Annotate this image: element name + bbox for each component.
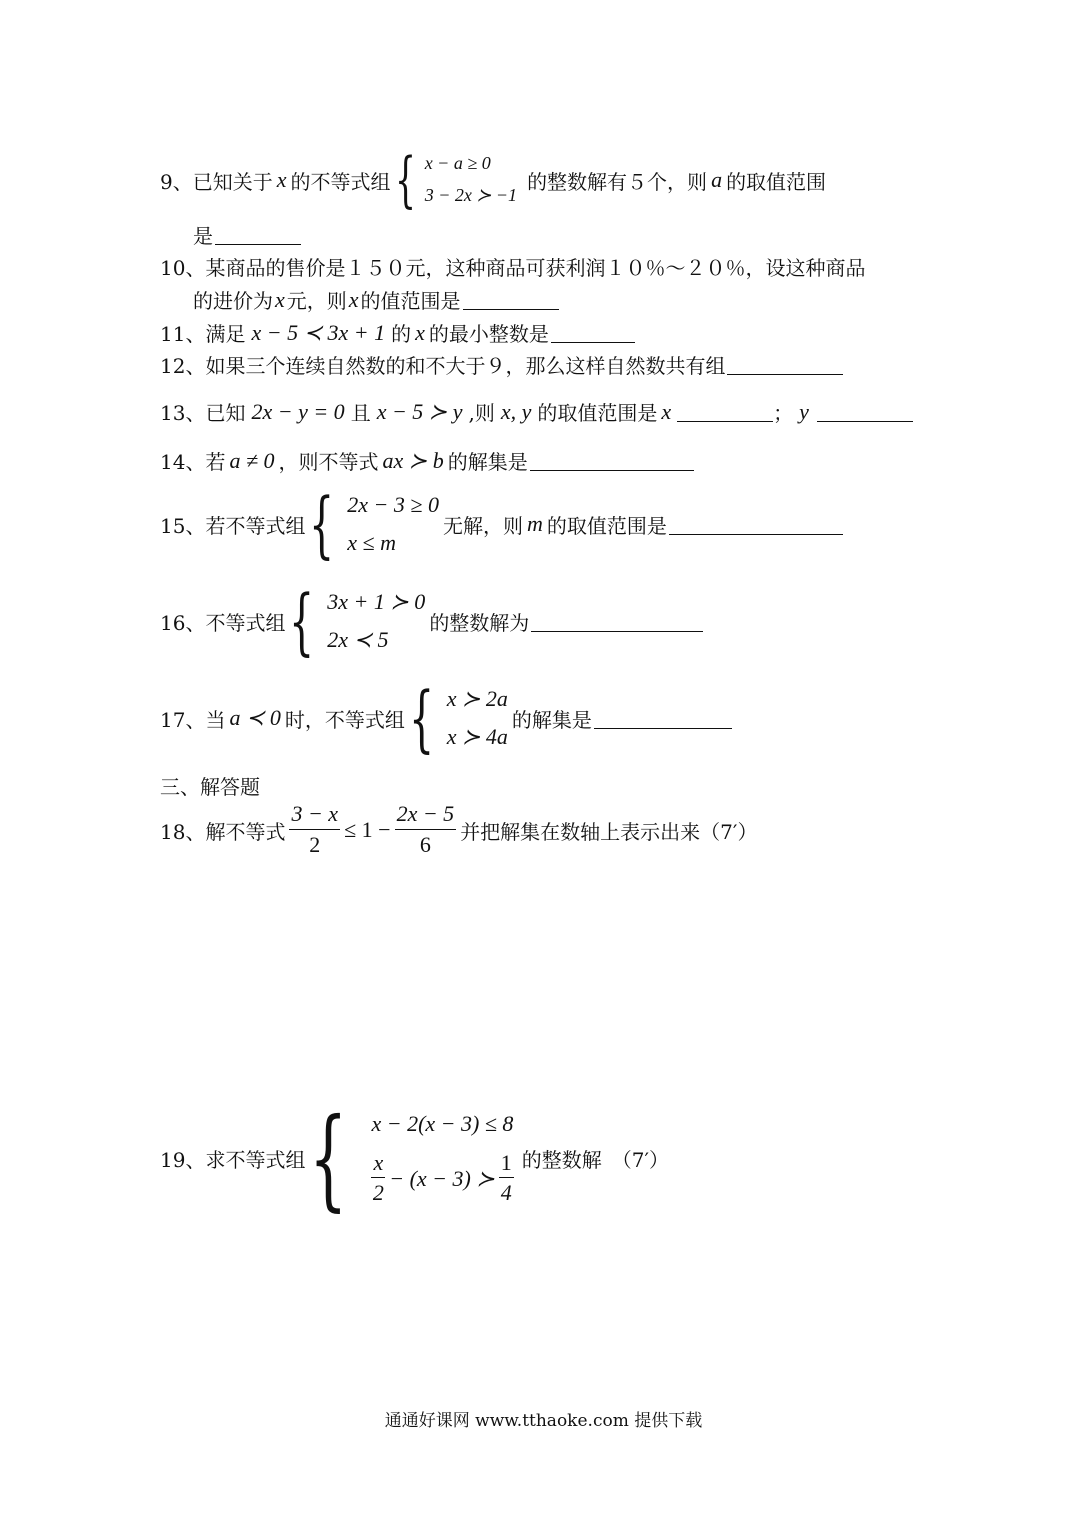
question-number: 14、: [160, 450, 206, 474]
denominator: 4: [500, 1180, 512, 1206]
math-expression: x − 5 ≻ y: [376, 398, 463, 424]
question-number: 9、: [160, 169, 193, 194]
inequality-system: [394, 145, 518, 215]
question-19: [160, 1094, 670, 1222]
math-expression: ≤ 1 −: [344, 817, 391, 843]
numerator: 2x − 5: [395, 800, 457, 830]
question-text: 满足: [205, 322, 246, 346]
math-expression: − (x − 3) ≻: [389, 1165, 495, 1191]
denominator: 2: [309, 831, 321, 857]
answer-blank[interactable]: [530, 450, 694, 471]
answer-blank-x[interactable]: [677, 401, 773, 422]
question-text: 某商品的售价是１５０元，这种商品可获利润１０％～２０％，设这种商品: [205, 256, 866, 280]
question-text: 不等式组: [205, 610, 286, 635]
question-16: [160, 579, 703, 663]
question-text: 并把解集在数轴上表示出来（7′）: [460, 819, 758, 844]
question-text: 的整数解有５个，则: [527, 169, 708, 194]
separator: ；: [773, 401, 794, 425]
left-brace: {: [408, 676, 435, 760]
question-text: 时，不等式组: [284, 707, 405, 732]
system-row: x ≻ 2a: [446, 686, 508, 711]
question-10-continued: [193, 285, 559, 314]
numerator: 3 − x: [289, 800, 340, 830]
math-expression: x − 5 ≺ 3x + 1: [251, 319, 386, 345]
question-12: [160, 350, 843, 379]
question-text: 的取值范围: [726, 169, 827, 194]
left-brace: {: [289, 579, 315, 663]
question-number: 19、: [160, 1147, 206, 1172]
system-row: 2x ≺ 5: [327, 626, 389, 652]
question-18: [160, 800, 757, 860]
question-9-continued: [193, 220, 301, 249]
denominator: 6: [419, 831, 431, 857]
question-text: ，则不等式: [278, 450, 379, 474]
question-text: 的整数解为: [429, 610, 530, 635]
fraction: [289, 800, 340, 860]
question-number: 12、: [160, 354, 206, 378]
math-variables: x, y: [500, 398, 532, 424]
question-number: 15、: [160, 513, 206, 538]
question-text: 的值范围是: [360, 289, 461, 313]
question-text: ,则: [468, 401, 495, 425]
system-row: x ≤ m: [347, 529, 396, 555]
math-variable: x: [276, 167, 287, 192]
section-heading: [160, 771, 260, 800]
question-text: 的最小整数是: [428, 322, 549, 346]
question-17: [160, 676, 732, 760]
math-expression: a ≠ 0: [229, 447, 275, 473]
question-text: 的取值范围是: [546, 513, 667, 538]
answer-blank[interactable]: [463, 289, 559, 310]
answer-blank-y[interactable]: [817, 401, 913, 422]
inequality-system: [309, 482, 439, 566]
question-text: 解不等式: [205, 819, 286, 844]
page-footer: 通通好课网 www.tthaoke.com 提供下载: [384, 1411, 703, 1431]
question-number: 16、: [160, 610, 206, 635]
question-text: 的取值范围是: [537, 401, 658, 425]
fraction: [499, 1149, 514, 1209]
inequality-system: [408, 676, 508, 760]
math-variable: m: [526, 511, 543, 536]
math-variable: x: [661, 398, 672, 424]
answer-blank[interactable]: [215, 224, 301, 245]
question-number: 17、: [160, 707, 206, 732]
math-variable: x: [348, 286, 359, 312]
question-text: 是: [193, 224, 213, 248]
system-row: x − 2(x − 3) ≤ 8: [371, 1110, 514, 1136]
denominator: 2: [372, 1180, 384, 1206]
question-text: 若不等式组: [205, 513, 306, 538]
inequality-system: [289, 579, 426, 663]
question-13: [160, 397, 913, 426]
question-text: 若: [205, 450, 226, 474]
system-row: x ≻ 4a: [446, 723, 508, 749]
question-text: 的不等式组: [290, 169, 391, 194]
question-text: 已知: [205, 401, 246, 425]
math-variable: a: [711, 167, 723, 192]
question-number: 10、: [160, 256, 206, 280]
question-9: [160, 145, 827, 215]
system-row: [371, 1149, 517, 1209]
system-row: x − a ≥ 0: [424, 153, 491, 173]
question-11: [160, 318, 635, 347]
fraction: [371, 1149, 385, 1209]
inequality-system: [309, 1094, 517, 1222]
left-brace: {: [309, 1094, 348, 1222]
question-text: 的解集是: [447, 450, 528, 474]
math-variable: y: [799, 398, 809, 424]
question-text: 且: [350, 401, 371, 425]
question-text: 已知关于: [192, 169, 273, 194]
question-number: 13、: [160, 401, 206, 425]
system-row: 2x − 3 ≥ 0: [347, 492, 439, 517]
system-row: 3 − 2x ≻ −1: [424, 185, 518, 206]
question-14: [160, 446, 694, 475]
answer-blank[interactable]: [594, 708, 732, 729]
question-text: 的整数解 （7′）: [521, 1147, 670, 1172]
section-title: 三、解答题: [160, 775, 260, 799]
answer-blank[interactable]: [551, 322, 635, 343]
left-brace: {: [309, 482, 335, 566]
question-text: 的进价为: [193, 289, 273, 313]
numerator: 1: [499, 1149, 514, 1179]
question-text: 无解，则: [442, 513, 523, 538]
math-variable: x: [415, 319, 425, 345]
math-variable: x: [275, 286, 285, 312]
question-text: 如果三个连续自然数的和不大于９，那么这样自然数共有组: [205, 354, 726, 378]
answer-blank[interactable]: [727, 354, 843, 375]
math-expression: ax ≻ b: [382, 447, 444, 473]
question-text: 求不等式组: [205, 1147, 306, 1172]
question-text: 元，则: [286, 289, 347, 313]
numerator: x: [371, 1149, 385, 1179]
question-text: 的解集是: [511, 707, 592, 732]
question-15: [160, 482, 843, 566]
question-text: 当: [205, 707, 226, 732]
fraction: [395, 800, 457, 860]
question-number: 11、: [160, 322, 206, 346]
question-10: [160, 252, 865, 281]
math-expression: a ≺ 0: [229, 705, 281, 730]
answer-blank[interactable]: [669, 514, 843, 535]
answer-blank[interactable]: [531, 611, 703, 632]
left-brace: {: [394, 145, 416, 215]
question-text: 的: [391, 322, 412, 346]
question-number: 18、: [160, 819, 206, 844]
system-row: 3x + 1 ≻ 0: [327, 589, 426, 614]
math-expression: 2x − y = 0: [251, 398, 345, 424]
